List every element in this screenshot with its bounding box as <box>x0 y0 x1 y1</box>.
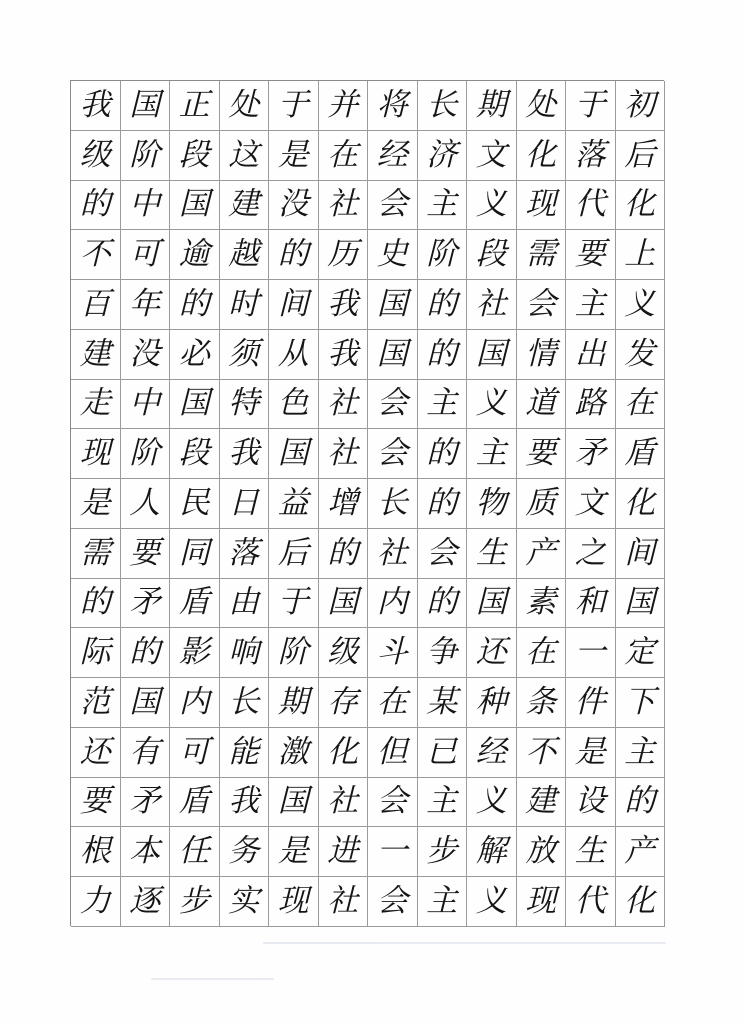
grid-cell: 的 <box>616 778 666 828</box>
grid-cell: 主 <box>566 280 616 330</box>
grid-cell: 段 <box>170 131 220 181</box>
grid-cell: 阶 <box>418 230 468 280</box>
grid-cell: 的 <box>418 579 468 629</box>
grid-cell: 社 <box>319 778 369 828</box>
grid-cell: 百 <box>71 280 121 330</box>
grid-cell: 色 <box>269 380 319 430</box>
grid-cell: 在 <box>517 628 567 678</box>
grid-cell: 须 <box>220 330 270 380</box>
grid-cell: 会 <box>368 429 418 479</box>
grid-cell: 会 <box>517 280 567 330</box>
grid-cell: 我 <box>319 330 369 380</box>
grid-cell: 不 <box>517 728 567 778</box>
grid-cell: 会 <box>418 529 468 579</box>
grid-cell: 际 <box>71 628 121 678</box>
grid-cell: 义 <box>467 380 517 430</box>
grid-cell: 的 <box>71 579 121 629</box>
grid-cell: 可 <box>121 230 171 280</box>
grid-cell: 时 <box>220 280 270 330</box>
grid-cell: 间 <box>616 529 666 579</box>
grid-cell: 会 <box>368 181 418 231</box>
grid-cell: 建 <box>220 181 270 231</box>
grid-cell: 的 <box>71 181 121 231</box>
grid-cell: 代 <box>566 181 616 231</box>
grid-cell: 在 <box>368 678 418 728</box>
grid-cell: 社 <box>319 181 369 231</box>
grid-cell: 现 <box>269 877 319 927</box>
grid-cell: 但 <box>368 728 418 778</box>
grid-cell: 斗 <box>368 628 418 678</box>
grid-cell: 越 <box>220 230 270 280</box>
grid-cell: 社 <box>319 429 369 479</box>
grid-cell: 产 <box>616 827 666 877</box>
grid-cell: 阶 <box>269 628 319 678</box>
grid-cell: 还 <box>467 628 517 678</box>
grid-cell: 阶 <box>121 131 171 181</box>
grid-cell: 的 <box>418 429 468 479</box>
grid-cell: 要 <box>566 230 616 280</box>
grid-cell: 的 <box>418 479 468 529</box>
grid-cell: 某 <box>418 678 468 728</box>
grid-cell: 主 <box>616 728 666 778</box>
grid-cell: 道 <box>517 380 567 430</box>
character-grid <box>70 80 664 926</box>
grid-cell: 我 <box>220 429 270 479</box>
grid-cell: 质 <box>517 479 567 529</box>
grid-cell: 设 <box>566 778 616 828</box>
grid-cell: 是 <box>269 827 319 877</box>
grid-cell: 物 <box>467 479 517 529</box>
grid-cell: 建 <box>517 778 567 828</box>
grid-cell: 范 <box>71 678 121 728</box>
grid-cell: 于 <box>269 81 319 131</box>
grid-cell: 历 <box>319 230 369 280</box>
grid-cell: 化 <box>616 479 666 529</box>
grid-cell: 国 <box>467 330 517 380</box>
grid-cell: 期 <box>467 81 517 131</box>
grid-cell: 解 <box>467 827 517 877</box>
grid-cell: 矛 <box>121 579 171 629</box>
grid-cell: 中 <box>121 181 171 231</box>
grid-cell: 化 <box>616 877 666 927</box>
grid-cell: 发 <box>616 330 666 380</box>
grid-cell: 于 <box>566 81 616 131</box>
grid-cell: 是 <box>566 728 616 778</box>
grid-cell: 阶 <box>121 429 171 479</box>
grid-cell: 是 <box>71 479 121 529</box>
grid-cell: 现 <box>71 429 121 479</box>
grid-cell: 落 <box>566 131 616 181</box>
grid-cell: 义 <box>467 778 517 828</box>
grid-cell: 生 <box>467 529 517 579</box>
grid-cell: 步 <box>418 827 468 877</box>
grid-cell: 激 <box>269 728 319 778</box>
grid-cell: 从 <box>269 330 319 380</box>
grid-cell: 盾 <box>170 778 220 828</box>
grid-cell: 后 <box>616 131 666 181</box>
grid-cell: 是 <box>269 131 319 181</box>
grid-cell: 盾 <box>170 579 220 629</box>
grid-cell: 落 <box>220 529 270 579</box>
grid-cell: 国 <box>368 330 418 380</box>
grid-cell: 长 <box>418 81 468 131</box>
grid-cell: 会 <box>368 380 418 430</box>
grid-cell: 国 <box>121 678 171 728</box>
grid-cell: 主 <box>418 877 468 927</box>
grid-cell: 内 <box>170 678 220 728</box>
grid-cell: 进 <box>319 827 369 877</box>
grid-cell: 义 <box>467 877 517 927</box>
grid-cell: 现 <box>517 181 567 231</box>
grid-cell: 的 <box>418 280 468 330</box>
grid-cell: 义 <box>616 280 666 330</box>
grid-cell: 社 <box>368 529 418 579</box>
grid-cell: 初 <box>616 81 666 131</box>
grid-cell: 社 <box>467 280 517 330</box>
grid-cell: 特 <box>220 380 270 430</box>
grid-cell: 的 <box>170 280 220 330</box>
grid-cell: 国 <box>319 579 369 629</box>
grid-cell: 长 <box>220 678 270 728</box>
grid-cell: 在 <box>319 131 369 181</box>
grid-cell: 期 <box>269 678 319 728</box>
grid-cell: 化 <box>319 728 369 778</box>
grid-cell: 建 <box>71 330 121 380</box>
grid-cell: 的 <box>269 230 319 280</box>
grid-cell: 实 <box>220 877 270 927</box>
grid-cell: 一 <box>566 628 616 678</box>
grid-cell: 国 <box>170 181 220 231</box>
grid-cell: 段 <box>170 429 220 479</box>
grid-cell: 化 <box>616 181 666 231</box>
grid-cell: 处 <box>220 81 270 131</box>
grid-cell: 情 <box>517 330 567 380</box>
grid-cell: 争 <box>418 628 468 678</box>
grid-cell: 国 <box>121 81 171 131</box>
grid-cell: 主 <box>418 181 468 231</box>
grid-cell: 的 <box>319 529 369 579</box>
grid-cell: 文 <box>566 479 616 529</box>
grid-cell: 级 <box>71 131 121 181</box>
grid-cell: 定 <box>616 628 666 678</box>
grid-cell: 国 <box>368 280 418 330</box>
grid-cell: 不 <box>71 230 121 280</box>
grid-cell: 国 <box>616 579 666 629</box>
grid-cell: 能 <box>220 728 270 778</box>
grid-cell: 社 <box>319 877 369 927</box>
grid-cell: 代 <box>566 877 616 927</box>
grid-cell: 年 <box>121 280 171 330</box>
grid-cell: 存 <box>319 678 369 728</box>
grid-cell: 社 <box>319 380 369 430</box>
grid-cell: 中 <box>121 380 171 430</box>
grid-cell: 我 <box>220 778 270 828</box>
grid-cell: 国 <box>467 579 517 629</box>
grid-cell: 间 <box>269 280 319 330</box>
grid-cell: 没 <box>121 330 171 380</box>
grid-cell: 路 <box>566 380 616 430</box>
grid-cell: 经 <box>467 728 517 778</box>
grid-cell: 响 <box>220 628 270 678</box>
grid-cell: 需 <box>71 529 121 579</box>
grid-cell: 一 <box>368 827 418 877</box>
grid-cell: 和 <box>566 579 616 629</box>
grid-cell: 经 <box>368 131 418 181</box>
grid-cell: 要 <box>121 529 171 579</box>
grid-cell: 国 <box>269 429 319 479</box>
grid-cell: 下 <box>616 678 666 728</box>
grid-cell: 人 <box>121 479 171 529</box>
grid-cell: 步 <box>170 877 220 927</box>
grid-cell: 可 <box>170 728 220 778</box>
grid-cell: 同 <box>170 529 220 579</box>
grid-cell: 没 <box>269 181 319 231</box>
grid-cell: 放 <box>517 827 567 877</box>
grid-cell: 已 <box>418 728 468 778</box>
grid-cell: 在 <box>616 380 666 430</box>
grid-cell: 主 <box>418 380 468 430</box>
grid-cell: 日 <box>220 479 270 529</box>
grid-cell: 将 <box>368 81 418 131</box>
grid-cell: 义 <box>467 181 517 231</box>
grid-cell: 力 <box>71 877 121 927</box>
grid-cell: 级 <box>319 628 369 678</box>
grid-cell: 矛 <box>121 778 171 828</box>
grid-cell: 正 <box>170 81 220 131</box>
grid-cell: 现 <box>517 877 567 927</box>
grid-cell: 盾 <box>616 429 666 479</box>
grid-cell: 要 <box>517 429 567 479</box>
grid-cell: 逾 <box>170 230 220 280</box>
grid-cell: 长 <box>368 479 418 529</box>
grid-cell: 益 <box>269 479 319 529</box>
grid-cell: 出 <box>566 330 616 380</box>
grid-cell: 素 <box>517 579 567 629</box>
grid-cell: 国 <box>269 778 319 828</box>
grid-cell: 会 <box>368 778 418 828</box>
grid-cell: 于 <box>269 579 319 629</box>
grid-cell: 济 <box>418 131 468 181</box>
grid-cell: 产 <box>517 529 567 579</box>
grid-cell: 需 <box>517 230 567 280</box>
grid-cell: 主 <box>467 429 517 479</box>
grid-cell: 务 <box>220 827 270 877</box>
grid-cell: 根 <box>71 827 121 877</box>
grid-cell: 民 <box>170 479 220 529</box>
grid-cell: 矛 <box>566 429 616 479</box>
grid-cell: 主 <box>418 778 468 828</box>
grid-cell: 必 <box>170 330 220 380</box>
grid-cell: 要 <box>71 778 121 828</box>
grid-cell: 由 <box>220 579 270 629</box>
grid-cell: 逐 <box>121 877 171 927</box>
grid-cell: 还 <box>71 728 121 778</box>
grid-cell: 的 <box>121 628 171 678</box>
grid-cell: 文 <box>467 131 517 181</box>
grid-cell: 件 <box>566 678 616 728</box>
grid-cell: 有 <box>121 728 171 778</box>
grid-cell: 会 <box>368 877 418 927</box>
grid-cell: 化 <box>517 131 567 181</box>
grid-cell: 我 <box>71 81 121 131</box>
grid-cell: 处 <box>517 81 567 131</box>
grid-cell: 这 <box>220 131 270 181</box>
grid-cell: 段 <box>467 230 517 280</box>
grid-cell: 国 <box>170 380 220 430</box>
grid-cell: 内 <box>368 579 418 629</box>
grid-cell: 史 <box>368 230 418 280</box>
grid-cell: 种 <box>467 678 517 728</box>
grid-cell: 的 <box>418 330 468 380</box>
grid-cell: 生 <box>566 827 616 877</box>
grid-cell: 条 <box>517 678 567 728</box>
grid-cell: 本 <box>121 827 171 877</box>
grid-cell: 之 <box>566 529 616 579</box>
grid-cell: 走 <box>71 380 121 430</box>
grid-cell: 影 <box>170 628 220 678</box>
grid-cell: 任 <box>170 827 220 877</box>
grid-cell: 我 <box>319 280 369 330</box>
grid-cell: 增 <box>319 479 369 529</box>
grid-cell: 上 <box>616 230 666 280</box>
faint-bleed-through-marks <box>95 930 655 1020</box>
grid-cell: 后 <box>269 529 319 579</box>
grid-cell: 并 <box>319 81 369 131</box>
